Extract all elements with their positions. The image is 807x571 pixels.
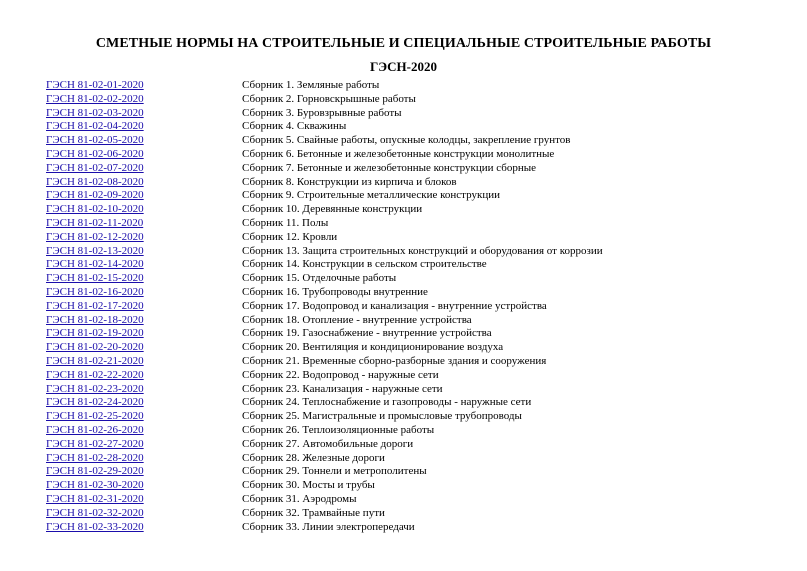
norm-collection-name: Сборник 13. Защита строительных конструкций и оборудования от коррозии	[242, 244, 603, 257]
list-item	[46, 217, 786, 231]
norm-code-link[interactable]: ГЭСН 81-02-23-2020	[46, 382, 144, 395]
norm-collection-name: Сборник 4. Скважины	[242, 120, 347, 133]
list-item	[46, 107, 786, 121]
norm-collection-name: Сборник 7. Бетонные и железобетонные конструкции сборные	[242, 161, 537, 174]
norm-code-link[interactable]: ГЭСН 81-02-21-2020	[46, 354, 144, 367]
list-item	[46, 134, 786, 148]
norm-code-link[interactable]: ГЭСН 81-02-07-2020	[46, 161, 144, 174]
norm-collection-name: Сборник 27. Автомобильные дороги	[242, 437, 414, 450]
list-item	[46, 424, 786, 438]
norm-collection-name: Сборник 19. Газоснабжение - внутренние устройства	[242, 327, 492, 340]
list-item	[46, 396, 786, 410]
list-item	[46, 93, 786, 107]
norms-list	[46, 79, 786, 534]
norm-collection-name: Сборник 31. Аэродромы	[242, 492, 357, 505]
list-item	[46, 341, 786, 355]
norm-collection-name: Сборник 25. Магистральные и промысловые трубопроводы	[242, 410, 522, 423]
list-item	[46, 383, 786, 397]
list-item	[46, 314, 786, 328]
norm-code-link[interactable]: ГЭСН 81-02-33-2020	[46, 520, 144, 533]
norm-collection-name: Сборник 28. Железные дороги	[242, 451, 385, 464]
norm-collection-name: Сборник 24. Теплоснабжение и газопроводы - наружные сети	[242, 396, 532, 409]
list-item	[46, 148, 786, 162]
document-title: СМЕТНЫЕ НОРМЫ НА СТРОИТЕЛЬНЫЕ И СПЕЦИАЛЬНЫЕ СТРОИТЕЛЬНЫЕ РАБОТЫ	[95, 36, 712, 51]
norm-code-link[interactable]: ГЭСН 81-02-05-2020	[46, 134, 144, 147]
norm-collection-name: Сборник 21. Временные сборно-разборные здания и сооружения	[242, 354, 547, 367]
list-item	[46, 465, 786, 479]
norm-collection-name: Сборник 5. Свайные работы, опускные колодцы, закрепление грунтов	[242, 134, 571, 147]
norm-collection-name: Сборник 1. Земляные работы	[242, 79, 380, 91]
list-item	[46, 245, 786, 259]
norm-collection-name: Сборник 20. Вентиляция и кондиционирование воздуха	[242, 341, 504, 354]
norm-code-link[interactable]: ГЭСН 81-02-27-2020	[46, 437, 144, 450]
norm-code-link[interactable]: ГЭСН 81-02-01-2020	[46, 79, 144, 91]
norm-code-link[interactable]: ГЭСН 81-02-09-2020	[46, 189, 144, 202]
list-item	[46, 231, 786, 245]
norm-collection-name: Сборник 18. Отопление - внутренние устройства	[242, 313, 472, 326]
list-item	[46, 79, 786, 93]
norm-collection-name: Сборник 26. Теплоизоляционные работы	[242, 423, 435, 436]
norm-code-link[interactable]: ГЭСН 81-02-03-2020	[46, 106, 144, 119]
norm-code-link[interactable]: ГЭСН 81-02-13-2020	[46, 244, 144, 257]
list-item	[46, 507, 786, 521]
norm-collection-name: Сборник 17. Водопровод и канализация - внутренние устройства	[242, 299, 547, 312]
norm-code-link[interactable]: ГЭСН 81-02-04-2020	[46, 120, 144, 133]
norm-code-link[interactable]: ГЭСН 81-02-28-2020	[46, 451, 144, 464]
norm-collection-name: Сборник 22. Водопровод - наружные сети	[242, 368, 439, 381]
norm-code-link[interactable]: ГЭСН 81-02-11-2020	[46, 216, 144, 229]
norm-code-link[interactable]: ГЭСН 81-02-25-2020	[46, 410, 144, 423]
norm-code-link[interactable]: ГЭСН 81-02-24-2020	[46, 396, 144, 409]
norm-code-link[interactable]: ГЭСН 81-02-19-2020	[46, 327, 144, 340]
norm-collection-name: Сборник 16. Трубопроводы внутренние	[242, 285, 428, 298]
norm-code-link[interactable]: ГЭСН 81-02-17-2020	[46, 299, 144, 312]
norm-collection-name: Сборник 2. Горновскрышные работы	[242, 92, 416, 105]
norm-code-link[interactable]: ГЭСН 81-02-15-2020	[46, 272, 144, 285]
norm-code-link[interactable]: ГЭСН 81-02-06-2020	[46, 147, 144, 160]
norm-collection-name: Сборник 33. Линии электропередачи	[242, 520, 415, 533]
list-item	[46, 300, 786, 314]
norm-code-link[interactable]: ГЭСН 81-02-14-2020	[46, 258, 144, 271]
list-item	[46, 355, 786, 369]
norm-collection-name: Сборник 14. Конструкции в сельском строительстве	[242, 258, 487, 271]
norm-code-link[interactable]: ГЭСН 81-02-20-2020	[46, 341, 144, 354]
norm-collection-name: Сборник 29. Тоннели и метрополитены	[242, 465, 427, 478]
norm-code-link[interactable]: ГЭСН 81-02-02-2020	[46, 92, 144, 105]
list-item	[46, 203, 786, 217]
norm-code-link[interactable]: ГЭСН 81-02-08-2020	[46, 175, 144, 188]
list-item	[46, 258, 786, 272]
norm-code-link[interactable]: ГЭСН 81-02-32-2020	[46, 506, 144, 519]
norm-collection-name: Сборник 30. Мосты и трубы	[242, 479, 375, 492]
norm-code-link[interactable]: ГЭСН 81-02-10-2020	[46, 203, 144, 216]
list-item	[46, 272, 786, 286]
list-item	[46, 162, 786, 176]
norm-code-link[interactable]: ГЭСН 81-02-29-2020	[46, 465, 144, 478]
norm-code-link[interactable]: ГЭСН 81-02-12-2020	[46, 230, 144, 243]
norm-collection-name: Сборник 10. Деревянные конструкции	[242, 203, 423, 216]
list-item	[46, 120, 786, 134]
norm-code-link[interactable]: ГЭСН 81-02-31-2020	[46, 492, 144, 505]
list-item	[46, 438, 786, 452]
list-item	[46, 327, 786, 341]
list-item	[46, 521, 786, 535]
norm-collection-name: Сборник 6. Бетонные и железобетонные конструкции монолитные	[242, 147, 555, 160]
list-item	[46, 479, 786, 493]
norm-code-link[interactable]: ГЭСН 81-02-22-2020	[46, 368, 144, 381]
norm-code-link[interactable]: ГЭСН 81-02-16-2020	[46, 285, 144, 298]
norm-collection-name: Сборник 15. Отделочные работы	[242, 272, 397, 285]
norm-collection-name: Сборник 23. Канализация - наружные сети	[242, 382, 443, 395]
list-item	[46, 493, 786, 507]
list-item	[46, 410, 786, 424]
norm-collection-name: Сборник 32. Трамвайные пути	[242, 506, 385, 519]
document-subtitle: ГЭСН-2020	[370, 59, 437, 74]
list-item	[46, 369, 786, 383]
norm-collection-name: Сборник 12. Кровли	[242, 230, 338, 243]
norm-code-link[interactable]: ГЭСН 81-02-30-2020	[46, 479, 144, 492]
norm-collection-name: Сборник 11. Полы	[242, 216, 329, 229]
list-item	[46, 189, 786, 203]
norm-code-link[interactable]: ГЭСН 81-02-18-2020	[46, 313, 144, 326]
norm-code-link[interactable]: ГЭСН 81-02-26-2020	[46, 423, 144, 436]
list-item	[46, 176, 786, 190]
list-item	[46, 286, 786, 300]
norm-collection-name: Сборник 9. Строительные металлические конструкции	[242, 189, 500, 202]
norm-collection-name: Сборник 8. Конструкции из кирпича и блоков	[242, 175, 457, 188]
list-item	[46, 452, 786, 466]
norm-collection-name: Сборник 3. Буровзрывные работы	[242, 106, 402, 119]
